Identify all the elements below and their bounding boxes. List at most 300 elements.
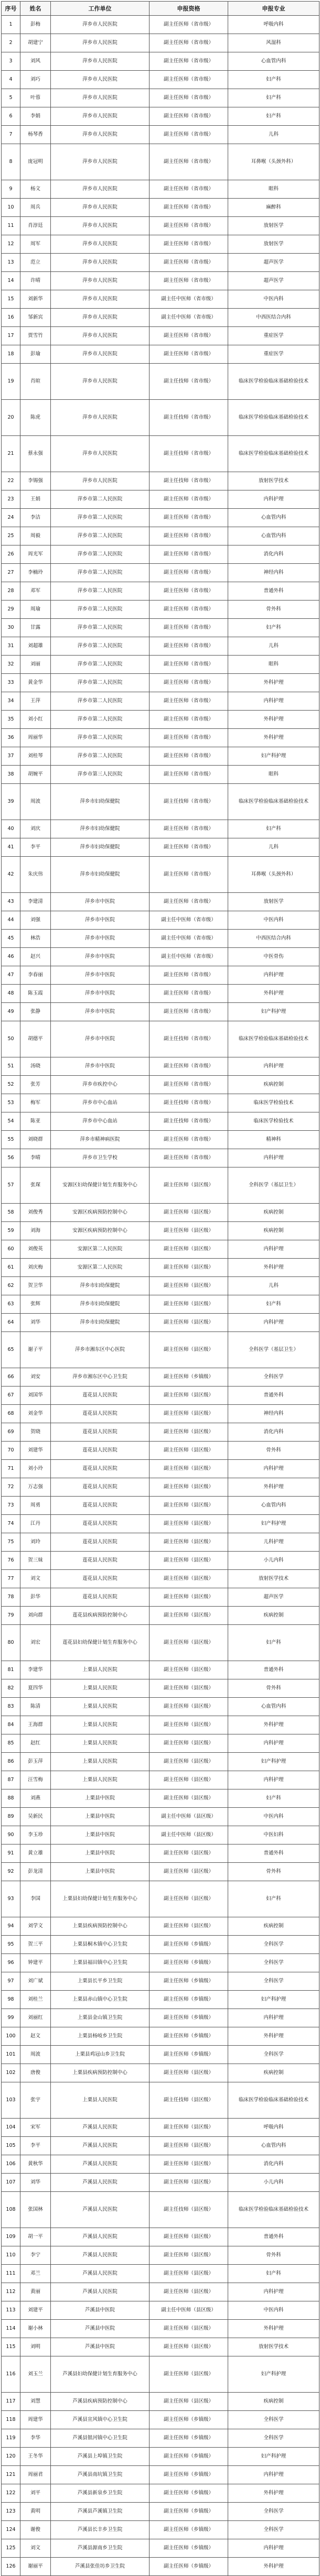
specialty: 中医妇科: [228, 1826, 319, 1844]
work-unit: 萍乡市中医院: [51, 911, 150, 930]
specialty: 外科护理: [228, 2320, 319, 2338]
work-unit: 萍乡市第二人民医院: [51, 564, 150, 582]
specialty: 疾病控制: [228, 1076, 319, 1094]
work-unit: 萍乡市疾控中心: [51, 1076, 150, 1094]
work-unit: 萍乡市人民医院: [51, 400, 150, 436]
specialty: 妇产科护理: [228, 2448, 319, 2466]
specialty: 妇产科: [228, 1625, 319, 1661]
qualification: 副主任医师（乡镇级）: [150, 1972, 228, 1991]
table-row: [2, 1533, 319, 1552]
qualification: 副主任医师（县区级）: [150, 1789, 228, 1808]
qualification: 副主任医师（县区级）: [150, 1533, 228, 1552]
table-row: [2, 2009, 319, 2027]
specialty: 放射医学技术: [228, 2338, 319, 2356]
person-name: 周毅: [20, 527, 51, 545]
table-row: [2, 545, 319, 564]
specialty: 全科医学: [228, 1936, 319, 1954]
qualification: 副主任中医师（省市级）: [150, 309, 228, 327]
specialty: 中医骨伤: [228, 948, 319, 966]
person-name: 张宇: [20, 2082, 51, 2119]
specialty: 中西医结合内科: [228, 309, 319, 327]
qualification: 副主任医师（县区级）: [150, 1387, 228, 1405]
specialty: 外科护理: [228, 985, 319, 1003]
work-unit: 萍乡市人民医院: [51, 89, 150, 107]
table-row: [2, 309, 319, 327]
qualification: 副主任医师（省市级）: [150, 16, 228, 34]
specialty: 外科护理: [228, 674, 319, 692]
table-row: [2, 948, 319, 966]
specialty: 外科护理: [228, 711, 319, 729]
row-number: 60: [2, 1240, 20, 1259]
person-name: 李洁: [20, 509, 51, 527]
specialty: 临床医学检验技术: [228, 1112, 319, 1131]
work-unit: 萍乡市中医院: [51, 966, 150, 985]
work-unit: 莲花县疾病预防控制中心: [51, 1607, 150, 1625]
table-row: [2, 2228, 319, 2246]
person-name: 谢俊: [20, 2521, 51, 2539]
specialty: 普通外科: [228, 1661, 319, 1679]
table-row: [2, 436, 319, 472]
header-row: [2, 2, 319, 16]
qualification: 副主任技师（省市级）: [150, 1112, 228, 1131]
qualification: 副主任医师（县区级）: [150, 1607, 228, 1625]
header-cell: 申报资格: [150, 2, 228, 16]
specialty: 心血管内科: [228, 52, 319, 71]
specialty: 内科护理: [228, 2466, 319, 2484]
specialty: 临床医学检验临床基础检验技术: [228, 364, 319, 400]
person-name: 李华: [20, 2429, 51, 2448]
qualification: 副主任医师（县区级）: [150, 1552, 228, 1570]
qualification: 副主任医师（县区级）: [150, 1661, 228, 1679]
row-number: 39: [2, 784, 20, 820]
specialty: 妇产科: [228, 1881, 319, 1917]
table-row: [2, 1936, 319, 1954]
person-name: 谢小林: [20, 2320, 51, 2338]
person-name: 周丽华: [20, 729, 51, 747]
qualification: 副主任医师（乡镇级）: [150, 2046, 228, 2064]
row-number: 42: [2, 857, 20, 893]
table-row: [2, 2064, 319, 2082]
work-unit: 芦溪县长丰乡卫生院: [51, 2521, 150, 2539]
table-row: [2, 2338, 319, 2356]
row-number: 2: [2, 34, 20, 52]
person-name: 彭梅: [20, 16, 51, 34]
qualification: 副主任医师（县区级）: [150, 2064, 228, 2082]
specialty: 外科护理: [228, 1478, 319, 1497]
specialty: 呼吸内科: [228, 16, 319, 34]
person-name: 胡婉平: [20, 766, 51, 784]
table-row: [2, 1698, 319, 1716]
qualification: 副主任医师（县区级）: [150, 1698, 228, 1716]
work-unit: 莲花县人民医院: [51, 1387, 150, 1405]
work-unit: 萍乡市人民医院: [51, 217, 150, 235]
row-number: 35: [2, 711, 20, 729]
qualification: 副主任医师（县区级）: [150, 1716, 228, 1734]
specialty: 妇产科: [228, 619, 319, 637]
row-number: 29: [2, 601, 20, 619]
row-number: 106: [2, 2155, 20, 2174]
row-number: 15: [2, 290, 20, 309]
row-number: 76: [2, 1552, 20, 1570]
person-name: 范立: [20, 254, 51, 272]
work-unit: 萍乡市妇幼保健院: [51, 1295, 150, 1314]
row-number: 4: [2, 71, 20, 89]
qualification: 副主任技师（省市级）: [150, 364, 228, 400]
table-row: [2, 1478, 319, 1497]
row-number: 124: [2, 2521, 20, 2539]
qualification: 副主任医师（县区级）: [150, 1917, 228, 1936]
qualification: 副主任医师（乡镇级）: [150, 2558, 228, 2576]
table-row: [2, 729, 319, 747]
table-row: [2, 2265, 319, 2283]
specialty: 妇产科: [228, 1789, 319, 1808]
qualification: 副主任医师（省市级）: [150, 509, 228, 527]
table-row: [2, 1167, 319, 1204]
qualification: 副主任技师（县区级）: [150, 2192, 228, 2228]
work-unit: 萍乡市中医院: [51, 1003, 150, 1021]
table-row: [2, 1314, 319, 1332]
table-row: [2, 766, 319, 784]
person-name: 周建华: [20, 2411, 51, 2429]
work-unit: 萍乡市人民医院: [51, 199, 150, 217]
qualification: 副主任医师（省市级）: [150, 985, 228, 1003]
table-row: [2, 1076, 319, 1094]
specialty: 眼科: [228, 766, 319, 784]
qualification: 副主任医师（省市级）: [150, 254, 228, 272]
row-number: 26: [2, 545, 20, 564]
work-unit: 上栗县人民医院: [51, 1679, 150, 1698]
person-name: 刘庆: [20, 820, 51, 838]
specialty: 疾病控制: [228, 1607, 319, 1625]
table-row: [2, 674, 319, 692]
row-number: 102: [2, 2064, 20, 2082]
person-name: 彭玉萍: [20, 1753, 51, 1771]
work-unit: 莲花县人民医院: [51, 1552, 150, 1570]
table-row: [2, 126, 319, 144]
person-name: 赵兴: [20, 948, 51, 966]
person-name: 贾雪竹: [20, 327, 51, 345]
qualification: 副主任技师（省市级）: [150, 472, 228, 490]
table-row: [2, 1131, 319, 1149]
work-unit: 芦溪县中医院: [51, 2338, 150, 2356]
row-number: 59: [2, 1222, 20, 1240]
row-number: 73: [2, 1497, 20, 1515]
row-number: 40: [2, 820, 20, 838]
table-row: [2, 290, 319, 309]
table-row: [2, 1607, 319, 1625]
specialty: 内科护理: [228, 1149, 319, 1167]
work-unit: 芦溪县人民医院: [51, 2265, 150, 2283]
specialty: 全科医学: [228, 2046, 319, 2064]
table-row: [2, 1679, 319, 1698]
person-name: 朱庆伟: [20, 857, 51, 893]
qualification: 副主任医师（乡镇级）: [150, 2448, 228, 2466]
qualification: 副主任医师（省市级）: [150, 144, 228, 180]
specialty: 内科护理: [228, 1734, 319, 1753]
work-unit: 芦溪县人民医院: [51, 2283, 150, 2301]
row-number: 105: [2, 2137, 20, 2155]
table-row: [2, 2174, 319, 2192]
person-name: 刘建华: [20, 1442, 51, 1460]
specialty: 儿科: [228, 126, 319, 144]
row-number: 86: [2, 1753, 20, 1771]
row-number: 30: [2, 619, 20, 637]
work-unit: 萍乡市人民医院: [51, 327, 150, 345]
qualification: 副主任医师（省市级）: [150, 89, 228, 107]
specialty: 疾病控制: [228, 2064, 319, 2082]
qualification: 副主任中医师（县区级）: [150, 1826, 228, 1844]
qualification: 副主任医师（省市级）: [150, 692, 228, 711]
person-name: 贺卫华: [20, 1277, 51, 1295]
specialty: 神经内科: [228, 564, 319, 582]
qualification: 副主任医师（乡镇级）: [150, 2521, 228, 2539]
work-unit: 萍乡市第二人民医院: [51, 601, 150, 619]
work-unit: 萍乡市妇幼保健院: [51, 784, 150, 820]
specialty: 全科医学: [228, 1368, 319, 1387]
row-number: 89: [2, 1808, 20, 1826]
person-name: 谢子平: [20, 1332, 51, 1368]
table-row: [2, 2411, 319, 2429]
person-name: 刘桂琴: [20, 747, 51, 766]
qualification: 副主任医师（县区级）: [150, 2119, 228, 2137]
row-number: 38: [2, 766, 20, 784]
work-unit: 莲花县人民医院: [51, 1442, 150, 1460]
work-unit: 芦溪县疾病预防控制中心: [51, 2393, 150, 2411]
qualification: 副主任技师（省市级）: [150, 1094, 228, 1112]
specialty: 心血管内科: [228, 509, 319, 527]
qualification: 副主任医师（省市级）: [150, 1131, 228, 1149]
specialty: 妇产科护理: [228, 2356, 319, 2393]
row-number: 13: [2, 254, 20, 272]
work-unit: 上栗县妇幼保健计划生育服务中心: [51, 1881, 150, 1917]
qualification: 副主任医师（乡镇级）: [150, 2484, 228, 2503]
row-number: 85: [2, 1734, 20, 1753]
table-row: [2, 2356, 319, 2393]
person-name: 赵红: [20, 1734, 51, 1753]
person-name: 陈玉霞: [20, 985, 51, 1003]
specialty: 内科护理: [228, 692, 319, 711]
qualification: 副主任医师（县区级）: [150, 1405, 228, 1423]
work-unit: 萍乡市人民医院: [51, 144, 150, 180]
person-name: 吴新民: [20, 1808, 51, 1826]
qualification: 副主任医师（县区级）: [150, 1442, 228, 1460]
qualification: 副主任医师（省市级）: [150, 1057, 228, 1076]
specialty: 内科护理: [228, 2539, 319, 2558]
table-row: [2, 838, 319, 857]
qualification: 副主任医师（县区级）: [150, 1314, 228, 1332]
table-row: [2, 2027, 319, 2046]
specialty: 骨外科: [228, 601, 319, 619]
person-name: 汤晓: [20, 1057, 51, 1076]
work-unit: 莲花县人民医院: [51, 1460, 150, 1478]
person-name: 贺三平: [20, 1936, 51, 1954]
row-number: 92: [2, 1863, 20, 1881]
person-name: 周丽君: [20, 2466, 51, 2484]
table-row: [2, 1405, 319, 1423]
work-unit: 萍乡市中医院: [51, 985, 150, 1003]
row-number: 5: [2, 89, 20, 107]
specialty: 妇产科护理: [228, 1991, 319, 2009]
work-unit: 莲花县人民医院: [51, 1423, 150, 1442]
work-unit: 萍乡市人民医院: [51, 126, 150, 144]
qualification: 副主任医师（省市级）: [150, 564, 228, 582]
row-number: 72: [2, 1478, 20, 1497]
row-number: 87: [2, 1771, 20, 1789]
row-number: 116: [2, 2356, 20, 2393]
row-number: 65: [2, 1332, 20, 1368]
work-unit: 上栗县疾病预防控制中心: [51, 1917, 150, 1936]
qualification: 副主任医师（省市级）: [150, 180, 228, 199]
specialty: 心血管内科: [228, 2137, 319, 2155]
specialty: 妇产科: [228, 2265, 319, 2283]
person-name: 谢丽平: [20, 2558, 51, 2576]
person-name: 刘玉兰: [20, 2356, 51, 2393]
table-row: [2, 527, 319, 545]
row-number: 53: [2, 1094, 20, 1112]
person-name: 刘超雄: [20, 637, 51, 656]
person-name: 李宁: [20, 2246, 51, 2265]
row-number: 48: [2, 985, 20, 1003]
table-row: [2, 1515, 319, 1533]
work-unit: 萍乡市第二人民医院: [51, 729, 150, 747]
specialty: 小儿内科: [228, 1552, 319, 1570]
table-row: [2, 930, 319, 948]
work-unit: 萍乡市中医院: [51, 948, 150, 966]
row-number: 37: [2, 747, 20, 766]
table-row: [2, 199, 319, 217]
table-row: [2, 1112, 319, 1131]
table-row: [2, 34, 319, 52]
qualification: 副主任技师（省市级）: [150, 1021, 228, 1057]
person-name: 刘文: [20, 1570, 51, 1588]
qualification: 副主任医师（县区级）: [150, 1570, 228, 1588]
row-number: 103: [2, 2082, 20, 2119]
person-name: 周光军: [20, 545, 51, 564]
work-unit: 芦溪县妇幼保健计划生育服务中心: [51, 2356, 150, 2393]
row-number: 110: [2, 2246, 20, 2265]
work-unit: 上栗县人民医院: [51, 1771, 150, 1789]
specialty: 麻醉科: [228, 199, 319, 217]
work-unit: 上栗县桐木镇中心卫生院: [51, 1936, 150, 1954]
table-row: [2, 1387, 319, 1405]
qualification: 副主任医师（省市级）: [150, 674, 228, 692]
table-row: [2, 254, 319, 272]
table-row: [2, 1954, 319, 1972]
table-row: [2, 2155, 319, 2174]
person-name: 李建华: [20, 1661, 51, 1679]
person-name: 刘广斌: [20, 1972, 51, 1991]
specialty: 中西医结合内科: [228, 930, 319, 948]
work-unit: 萍乡市中心血站: [51, 1094, 150, 1112]
table-row: [2, 2046, 319, 2064]
row-number: 9: [2, 180, 20, 199]
person-name: 王娟: [20, 490, 51, 509]
qualification: 副主任医师（省市级）: [150, 490, 228, 509]
header-cell: 姓名: [20, 2, 51, 16]
qualification: 副主任医师（乡镇级）: [150, 2009, 228, 2027]
row-number: 123: [2, 2503, 20, 2521]
specialty: 妇产科护理: [228, 1515, 319, 1533]
table-row: [2, 1259, 319, 1277]
person-name: 赵文: [20, 2027, 51, 2046]
specialty: 临床医学检验临床基础检验技术: [228, 400, 319, 436]
person-name: 梅军: [20, 1094, 51, 1112]
specialty: 妇产科: [228, 107, 319, 126]
roster-table: [1, 1, 319, 2576]
person-name: 黄金华: [20, 674, 51, 692]
row-number: 19: [2, 364, 20, 400]
qualification: 副主任医师（省市级）: [150, 345, 228, 364]
specialty: 重症医学: [228, 345, 319, 364]
person-name: 杨琴香: [20, 126, 51, 144]
person-name: 黄丽: [20, 2283, 51, 2301]
specialty: 全科医学: [228, 1954, 319, 1972]
work-unit: 芦溪县人民医院: [51, 2155, 150, 2174]
person-name: 黄立雄: [20, 1844, 51, 1863]
work-unit: 安源区疾病预防控制中心: [51, 1222, 150, 1240]
row-number: 100: [2, 2027, 20, 2046]
qualification: 副主任医师（县区级）: [150, 1277, 228, 1295]
row-number: 75: [2, 1533, 20, 1552]
specialty: 临床医学检验技术: [228, 1094, 319, 1112]
qualification: 副主任医师（省市级）: [150, 1149, 228, 1167]
row-number: 57: [2, 1167, 20, 1204]
person-name: 张芳: [20, 1076, 51, 1094]
table-row: [2, 2283, 319, 2301]
work-unit: 萍乡市中医院: [51, 893, 150, 911]
work-unit: 上栗县疾病预防控制中心: [51, 2064, 150, 2082]
row-number: 111: [2, 2265, 20, 2283]
work-unit: 萍乡市第二人民医院: [51, 711, 150, 729]
person-name: 李锡强: [20, 472, 51, 490]
row-number: 47: [2, 966, 20, 985]
work-unit: 上栗县人民医院: [51, 1698, 150, 1716]
row-number: 79: [2, 1607, 20, 1625]
table-row: [2, 1240, 319, 1259]
person-name: 甘露: [20, 619, 51, 637]
specialty: 小儿内科: [228, 2174, 319, 2192]
person-name: 刘宏: [20, 1625, 51, 1661]
work-unit: 萍乡市人民医院: [51, 472, 150, 490]
table-row: [2, 2301, 319, 2320]
person-name: 王萍: [20, 692, 51, 711]
table-row: [2, 1277, 319, 1295]
specialty: 消化内科: [228, 1423, 319, 1442]
row-number: 27: [2, 564, 20, 582]
row-number: 125: [2, 2539, 20, 2558]
person-name: 许晴: [20, 272, 51, 290]
row-number: 80: [2, 1625, 20, 1661]
row-number: 83: [2, 1698, 20, 1716]
work-unit: 芦溪县人民医院: [51, 2192, 150, 2228]
table-row: [2, 2558, 319, 2576]
table-row: [2, 1917, 319, 1936]
row-number: 54: [2, 1112, 20, 1131]
specialty: 全科医学: [228, 2429, 319, 2448]
row-number: 97: [2, 1972, 20, 1991]
row-number: 17: [2, 327, 20, 345]
qualification: 副主任中医师（省市级）: [150, 911, 228, 930]
specialty: 放射医学: [228, 217, 319, 235]
person-name: 彭龙清: [20, 1863, 51, 1881]
work-unit: 莲花县人民医院: [51, 1533, 150, 1552]
table-row: [2, 1771, 319, 1789]
specialty: 全科医学: [228, 2521, 319, 2539]
work-unit: 芦溪县南坑镇卫生院: [51, 2466, 150, 2484]
table-row: [2, 1789, 319, 1808]
row-number: 55: [2, 1131, 20, 1149]
row-number: 113: [2, 2301, 20, 2320]
